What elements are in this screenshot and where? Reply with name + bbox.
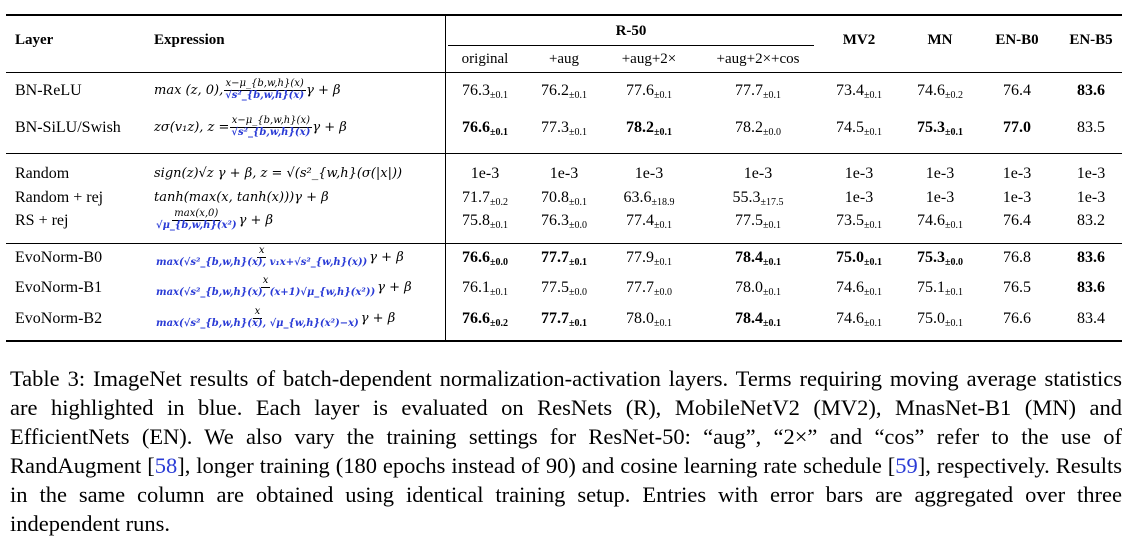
fraction-denominator: √μ_{b,w,h}(x²) — [156, 219, 237, 231]
row-layer-label: BN-ReLU — [15, 82, 82, 99]
cell-error-bar: ±0.1 — [763, 318, 781, 329]
cell-error-bar: ±0.0 — [763, 127, 781, 138]
table-cell-value — [735, 250, 781, 266]
cell-error-bar: ±0.1 — [864, 220, 882, 231]
cell-error-bar: ±0.1 — [654, 318, 672, 329]
table-cell-value — [744, 166, 772, 182]
cell-mean: 76.4 — [1003, 82, 1031, 99]
table-cell-value — [1003, 311, 1031, 327]
cell-mean: 75.8 — [462, 212, 490, 229]
row-layer-label: RS + rej — [15, 212, 69, 229]
cell-mean: 1e-3 — [925, 165, 955, 182]
cell-mean: 1e-3 — [844, 189, 874, 206]
cell-mean: 76.8 — [1003, 249, 1031, 266]
fraction-denominator: √s²_{b,w,h}(x) — [231, 126, 311, 138]
table-cell-value — [541, 280, 587, 296]
table-cell-value — [1077, 166, 1105, 182]
row-expression — [154, 242, 404, 272]
subheader-aug-2x: +aug+2× — [621, 51, 677, 67]
table-cell-value — [541, 83, 587, 99]
cell-error-bar: ±0.1 — [654, 257, 672, 268]
table-cell-value — [1077, 250, 1105, 266]
table-cell-value — [1077, 83, 1105, 99]
cell-mean: 76.5 — [1003, 279, 1031, 296]
row-expression — [154, 272, 412, 302]
expression-fraction — [229, 116, 312, 138]
cell-mean: 70.8 — [541, 189, 569, 206]
expression-prefix: sign(z)√z γ + β, z = √(s²_{w,h}(σ(|x|)) — [154, 165, 403, 181]
fraction-numerator: x — [262, 275, 269, 286]
cell-mean: 83.6 — [1077, 249, 1105, 266]
cell-error-bar: ±0.1 — [763, 287, 781, 298]
cell-error-bar: ±0.1 — [945, 287, 963, 298]
fraction-denominator: √s²_{b,w,h}(x) — [225, 89, 305, 101]
table-cell-value — [1077, 311, 1105, 327]
row-layer-label: EvoNorm-B0 — [15, 249, 103, 266]
cell-error-bar: ±0.2 — [490, 318, 508, 329]
table-cell-value — [626, 250, 672, 266]
cell-error-bar: ±0.1 — [864, 90, 882, 101]
header-rule — [6, 72, 1122, 73]
caption-text-2: ], longer training (180 epochs instead of 90) and cosine learning rate schedule [ — [177, 453, 896, 478]
cell-mean: 76.2 — [541, 82, 569, 99]
caption-text-3: ], respectively. Results in the same column are obtained using identical training setup. Entries with error bars are aggregated over three independent runs. — [10, 453, 1122, 536]
cell-mean: 1e-3 — [743, 165, 773, 182]
cell-mean: 77.7 — [541, 310, 569, 327]
cell-mean: 77.5 — [735, 212, 763, 229]
table-cell-value — [626, 280, 672, 296]
cell-mean: 77.4 — [626, 212, 654, 229]
cell-error-bar: ±0.1 — [945, 127, 963, 138]
cell-mean: 73.4 — [836, 82, 864, 99]
cell-error-bar: ±0.1 — [864, 318, 882, 329]
table-cell-value — [624, 190, 675, 206]
expression-fraction — [154, 246, 369, 268]
cell-error-bar: ±0.1 — [569, 318, 587, 329]
header-expression: Expression — [154, 32, 225, 48]
cell-error-bar: ±0.1 — [864, 287, 882, 298]
table-cell-value — [626, 213, 672, 229]
cell-mean: 1e-3 — [1076, 165, 1106, 182]
expression-prefix: zσ(v₁z), z = — [154, 119, 230, 135]
row-expression — [154, 303, 395, 333]
table-cell-value — [845, 166, 873, 182]
cell-mean: 76.6 — [462, 119, 490, 136]
cell-error-bar: ±0.1 — [569, 90, 587, 101]
cell-mean: 74.6 — [836, 310, 864, 327]
table-cell-value — [471, 166, 499, 182]
table-caption — [10, 364, 1122, 538]
table-cell-value — [626, 120, 672, 136]
fraction-numerator: x — [254, 306, 261, 317]
cell-mean: 77.0 — [1003, 119, 1031, 136]
expression-suffix: γ + β — [312, 119, 347, 135]
table-cell-value — [926, 166, 954, 182]
subheader-original: original — [461, 51, 509, 67]
cell-mean: 71.7 — [462, 189, 490, 206]
fraction-denominator: max(√s²_{b,w,h}(x), v₁x+√s²_{w,h}(x)) — [156, 256, 368, 268]
header-enb5: EN-B5 — [1069, 32, 1113, 48]
row-expression — [154, 75, 341, 105]
table-cell-value — [541, 190, 587, 206]
cell-mean: 77.7 — [541, 249, 569, 266]
table-cell-value — [462, 250, 508, 266]
expression-suffix: γ + β — [360, 310, 396, 326]
header-r50: R-50 — [615, 23, 647, 39]
cell-mean: 76.1 — [462, 279, 490, 296]
cell-mean: 78.2 — [626, 119, 654, 136]
cell-error-bar: ±0.1 — [945, 318, 963, 329]
table-cell-value — [1003, 190, 1031, 206]
cell-mean: 77.7 — [735, 82, 763, 99]
cell-mean: 78.0 — [626, 310, 654, 327]
row-layer-label: EvoNorm-B1 — [15, 279, 103, 296]
cell-error-bar: ±0.1 — [569, 257, 587, 268]
cell-mean: 74.5 — [836, 119, 864, 136]
cell-mean: 63.6 — [623, 189, 652, 206]
cell-mean: 55.3 — [732, 189, 761, 206]
table-cell-value — [917, 83, 963, 99]
table-cell-value — [735, 83, 781, 99]
cell-mean: 74.6 — [917, 82, 945, 99]
fraction-numerator: max(x,0) — [174, 208, 219, 219]
cell-mean: 78.4 — [735, 310, 763, 327]
table-cell-value — [836, 250, 882, 266]
cell-mean: 75.3 — [917, 119, 945, 136]
cell-mean: 74.6 — [917, 212, 945, 229]
cell-mean: 1e-3 — [470, 165, 500, 182]
table-cell-value — [541, 120, 587, 136]
cell-error-bar: ±0.0 — [490, 257, 508, 268]
table-cell-value — [836, 213, 882, 229]
table-cell-value — [541, 250, 587, 266]
expression-suffix: γ + β — [369, 249, 404, 265]
header-layer: Layer — [15, 32, 54, 48]
cell-mean: 77.3 — [541, 119, 569, 136]
row-expression — [154, 205, 273, 235]
table-cell-value — [635, 166, 663, 182]
row-expression — [154, 112, 347, 142]
table-cell-value — [917, 280, 963, 296]
citation-59[interactable]: 59 — [895, 453, 918, 478]
cell-mean: 75.3 — [917, 249, 945, 266]
cell-error-bar: ±0.0 — [569, 287, 587, 298]
fraction-numerator: x−μ_{b,w,h}(x) — [231, 115, 310, 126]
cell-mean: 78.0 — [735, 279, 763, 296]
row-layer-label: Random + rej — [15, 189, 104, 206]
caption-text-1: Table 3: ImageNet results of batch-dependent normalization-activation layers. Terms requiring moving average statistics are highlighted in blue. Each layer is evaluated on ResNets (R), MobileNetV2 (MV2), MnasNet-B1 (MN) and EfficientNets (EN). We also vary the training settings for ResNet-50: “aug”, “2×” and “cos” refer to the use of RandAugment [ — [10, 366, 1122, 478]
cell-error-bar: ±18.9 — [651, 197, 675, 208]
table-cell-value — [836, 83, 882, 99]
cell-error-bar: ±0.0 — [569, 220, 587, 231]
expression-suffix: γ + β — [238, 212, 274, 228]
cell-mean: 75.0 — [836, 249, 864, 266]
cell-mean: 77.6 — [626, 82, 654, 99]
table-cell-value — [735, 311, 781, 327]
table-cell-value — [1077, 280, 1105, 296]
expression-fraction — [154, 307, 361, 329]
cell-mean: 76.4 — [1003, 212, 1031, 229]
table-cell-value — [1077, 120, 1105, 136]
row-layer-label: BN-SiLU/Swish — [15, 119, 121, 136]
cell-mean: 76.6 — [462, 249, 490, 266]
table-cell-value — [1077, 213, 1105, 229]
cell-mean: 1e-3 — [634, 165, 664, 182]
table-cell-value — [1003, 83, 1031, 99]
table-cell-value — [550, 166, 578, 182]
table-cell-value — [836, 311, 882, 327]
cell-mean: 83.4 — [1077, 310, 1105, 327]
table-cell-value — [462, 213, 508, 229]
cell-error-bar: ±0.1 — [569, 127, 587, 138]
cell-mean: 76.6 — [1003, 310, 1031, 327]
fraction-denominator: max(√s²_{b,w,h}(x), √μ_{w,h}(x²)−x) — [156, 317, 359, 329]
table-cell-value — [1077, 190, 1105, 206]
table-cell-value — [462, 311, 508, 327]
cell-error-bar: ±17.5 — [760, 197, 784, 208]
table-cell-value — [735, 120, 781, 136]
r50-subheader-rule — [448, 45, 814, 46]
expression-fraction — [154, 276, 377, 298]
cell-error-bar: ±0.1 — [654, 220, 672, 231]
header-enb0: EN-B0 — [995, 32, 1039, 48]
cell-mean: 74.6 — [836, 279, 864, 296]
cell-mean: 78.2 — [735, 119, 763, 136]
cell-mean: 83.6 — [1077, 82, 1105, 99]
cell-error-bar: ±0.1 — [569, 197, 587, 208]
cell-mean: 83.2 — [1077, 212, 1105, 229]
table-cell-value — [926, 190, 954, 206]
cell-mean: 77.5 — [541, 279, 569, 296]
row-layer-label: EvoNorm-B2 — [15, 310, 103, 327]
cell-mean: 73.5 — [836, 212, 864, 229]
cell-error-bar: ±0.1 — [763, 220, 781, 231]
cell-mean: 78.4 — [735, 249, 763, 266]
cell-mean: 1e-3 — [549, 165, 579, 182]
cell-error-bar: ±0.1 — [763, 257, 781, 268]
row-layer-label: Random — [15, 165, 70, 182]
fraction-numerator: x — [258, 245, 265, 256]
fraction-denominator: max(√s²_{b,w,h}(x), (x+1)√μ_{w,h}(x²)) — [156, 286, 376, 298]
table-cell-value — [917, 213, 963, 229]
table-cell-value — [1003, 213, 1031, 229]
table-cell-value — [917, 311, 963, 327]
cell-error-bar: ±0.1 — [490, 287, 508, 298]
table-cell-value — [626, 83, 672, 99]
header-mv2: MV2 — [842, 32, 876, 48]
cell-error-bar: ±0.1 — [654, 127, 672, 138]
expression-prefix: max (z, 0), — [154, 82, 224, 98]
cell-error-bar: ±0.1 — [490, 90, 508, 101]
table-cell-value — [735, 213, 781, 229]
table-cell-value — [626, 311, 672, 327]
table-cell-value — [1003, 280, 1031, 296]
table-cell-value — [1003, 250, 1031, 266]
cell-mean: 1e-3 — [925, 189, 955, 206]
table-cell-value — [462, 120, 508, 136]
cell-mean: 1e-3 — [1002, 165, 1032, 182]
cell-error-bar: ±0.1 — [864, 127, 882, 138]
cell-error-bar: ±0.1 — [490, 127, 508, 138]
table-cell-value — [462, 190, 508, 206]
table-cell-value — [541, 311, 587, 327]
cell-error-bar: ±0.2 — [945, 90, 963, 101]
header-mn: MN — [927, 32, 953, 48]
cell-mean: 1e-3 — [844, 165, 874, 182]
top-rule — [6, 14, 1122, 16]
column-divider — [445, 16, 446, 340]
cell-error-bar: ±0.1 — [763, 90, 781, 101]
cell-error-bar: ±0.2 — [490, 197, 508, 208]
group-rule-1 — [6, 153, 1122, 154]
expression-suffix: γ + β — [306, 82, 341, 98]
cell-mean: 83.6 — [1077, 279, 1105, 296]
table-cell-value — [462, 83, 508, 99]
table-cell-value — [917, 120, 963, 136]
fraction-numerator: x−μ_{b,w,h}(x) — [225, 78, 304, 89]
citation-58[interactable]: 58 — [154, 453, 178, 478]
cell-mean: 83.5 — [1077, 119, 1105, 136]
cell-error-bar: ±0.0 — [945, 257, 963, 268]
subheader-aug-2x-cos: +aug+2×+cos — [716, 51, 800, 67]
table-cell-value — [735, 280, 781, 296]
table-cell-value — [462, 280, 508, 296]
bottom-rule — [6, 340, 1122, 342]
cell-error-bar: ±0.1 — [490, 220, 508, 231]
cell-mean: 1e-3 — [1076, 189, 1106, 206]
table-cell-value — [845, 190, 873, 206]
cell-mean: 1e-3 — [1002, 189, 1032, 206]
table-cell-value — [1003, 166, 1031, 182]
cell-mean: 77.7 — [626, 279, 654, 296]
table-cell-value — [836, 120, 882, 136]
table-cell-value — [541, 213, 587, 229]
cell-error-bar: ±0.1 — [864, 257, 882, 268]
cell-mean: 76.3 — [462, 82, 490, 99]
cell-mean: 77.9 — [626, 249, 654, 266]
expression-prefix: tanh(max(x, tanh(x)))γ + β — [154, 189, 329, 205]
cell-mean: 75.0 — [917, 310, 945, 327]
expression-fraction — [154, 209, 239, 231]
cell-error-bar: ±0.1 — [654, 90, 672, 101]
expression-suffix: γ + β — [377, 279, 412, 295]
cell-mean: 76.6 — [462, 310, 490, 327]
table-cell-value — [1003, 120, 1031, 136]
table-cell-value — [733, 190, 784, 206]
subheader-aug: +aug — [548, 51, 580, 67]
table-cell-value — [917, 250, 963, 266]
cell-error-bar: ±0.0 — [654, 287, 672, 298]
cell-mean: 75.1 — [917, 279, 945, 296]
table-cell-value — [836, 280, 882, 296]
cell-error-bar: ±0.1 — [945, 220, 963, 231]
cell-mean: 76.3 — [541, 212, 569, 229]
expression-fraction — [223, 79, 306, 101]
